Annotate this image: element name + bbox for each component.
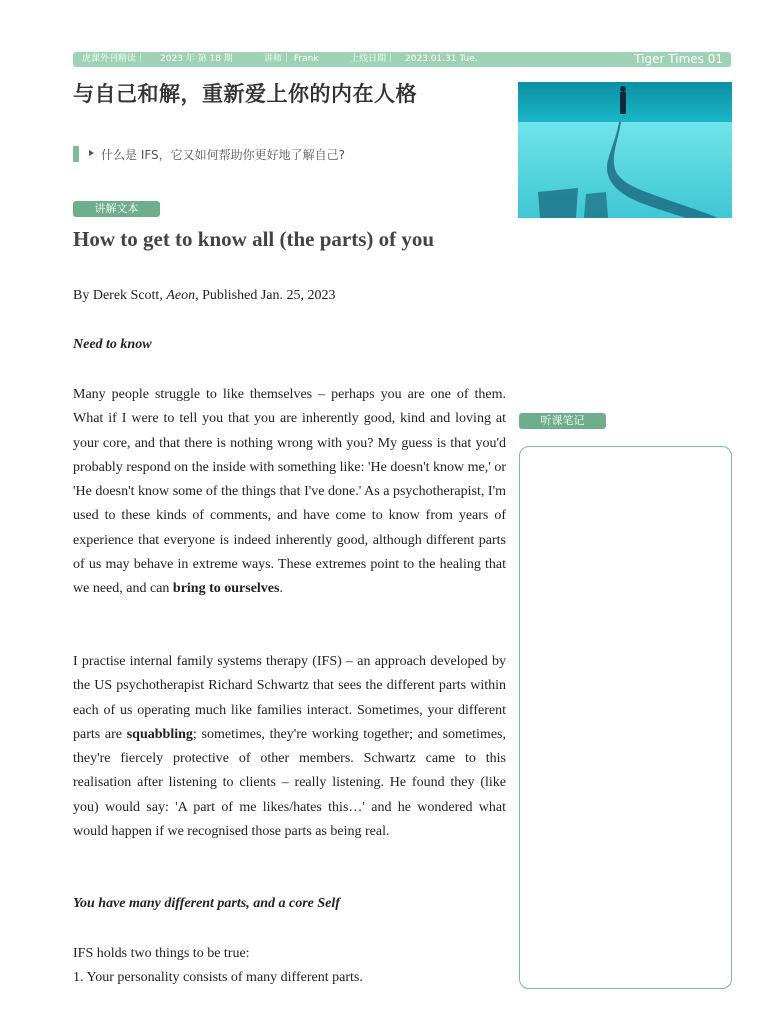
section-tag-text: 讲解文本: [73, 201, 160, 217]
person-on-water-illustration: [518, 82, 732, 218]
paragraph-1-text: Many people struggle to like themselves – perhaps you are one of them. What if I were to tell you that you are inherently good, kind and loving at your core, and that there is nothing wrong with you? My guess is that you'd probably respond on the inside with something like: 'He doesn't know me,' or 'He doesn't know some of the things that I've done.' As a psychotherapist, I'm used to these kinds of comments, and have come to know from years of experience that everyone is indeed inherently good, although different parts of us may behave in extreme ways. These extremes point to the healing that we need, and can: [73, 387, 506, 597]
byline-prefix: By Derek Scott,: [73, 288, 167, 303]
header-issue: 2023 年 第 18 期: [160, 54, 233, 64]
subhead-need-to-know: Need to know: [73, 337, 152, 352]
section-tag-notes: 听课笔记: [519, 413, 606, 429]
play-triangle-icon: [89, 150, 94, 156]
byline-suffix: , Published Jan. 25, 2023: [195, 288, 336, 303]
subhead-parts: You have many different parts, and a core Self: [73, 896, 340, 911]
byline: [73, 288, 335, 304]
paragraph-3-line-1: IFS holds two things to be true:: [73, 946, 250, 961]
header-date-label: 上线日期｜: [350, 54, 396, 64]
notes-box[interactable]: [519, 446, 732, 989]
paragraph-1-end: .: [279, 581, 283, 597]
header-brand: Tiger Times 01: [634, 52, 723, 66]
header-photo: [518, 82, 732, 218]
header-series: 虎课外刊精读｜: [82, 54, 146, 64]
paragraph-2: [73, 650, 506, 844]
paragraph-2-bold: squabbling: [126, 726, 193, 742]
paragraph-2-end: ; sometimes, they're working together; and sometimes, they're fiercely protective of other members. Schwartz came to this realisation after listening to clients – really listening. He found they (like you) would say: 'A part of me likes/hates this…' and he wondered what would happen if we recognised those parts as being real.: [73, 726, 506, 840]
chinese-title: 与自己和解，重新爱上你的内在人格: [73, 81, 417, 106]
paragraph-2-text: I practise internal family systems therapy (IFS) – an approach developed by the US psychotherapist Richard Schwartz that sees the different parts within each of us operating much like families interact. Sometimes, your different parts are: [73, 654, 506, 742]
header-date-value: 2023.01.31 Tue.: [405, 54, 478, 64]
paragraph-1: [73, 383, 506, 602]
header-bar: [73, 52, 731, 67]
article-title: How to get to know all (the parts) of you: [73, 227, 435, 251]
paragraph-3-line-2: 1. Your personality consists of many different parts.: [73, 970, 363, 986]
byline-source: Aeon: [166, 288, 196, 303]
guiding-question: 什么是 IFS，它又如何帮助你更好地了解自己?: [101, 148, 346, 162]
header-lecturer: 讲师｜ Frank: [264, 54, 319, 64]
question-marker-bar: [73, 146, 79, 162]
paragraph-3: [73, 942, 513, 991]
paragraph-1-bold: bring to ourselves: [172, 581, 280, 597]
